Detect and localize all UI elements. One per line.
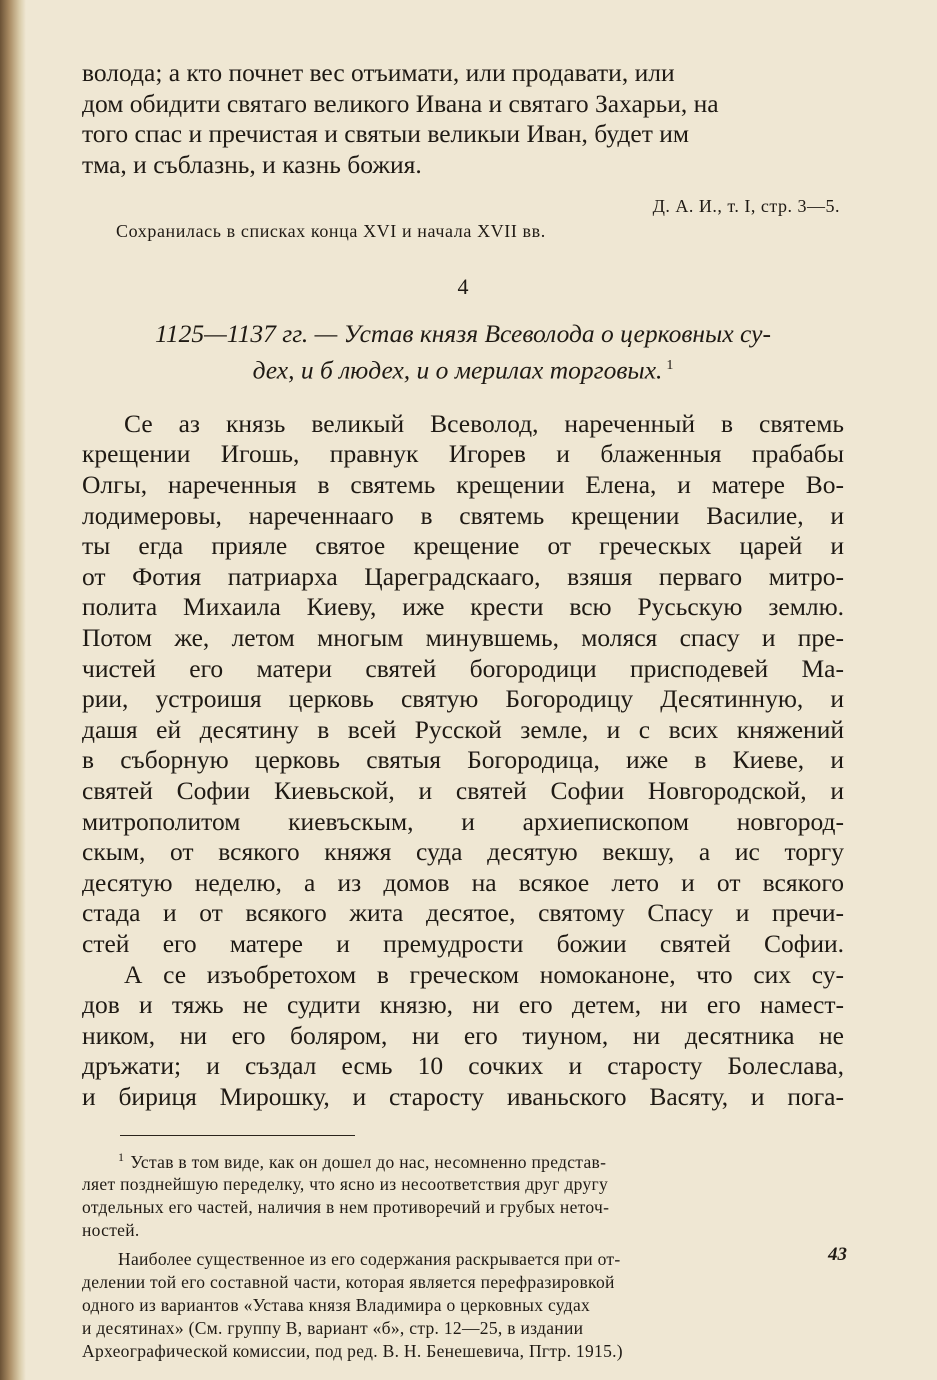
footnote-2: Наиболее существенное из его содержания раскрывается при от- делении той его составной части, которая является перефразировкой одного из вариантов «Устава князя Владимира о церковных судах и десятинах» (См. группу В, вариант «б», стр. 12—25, в издании Археографической комиссии, под ред. В. Н. Бенешевича, Пгтр. 1915.) [82,1249,623,1362]
document-page [82,58,844,1363]
section-title-text: 1125—1137 гг. — Устав князя Всеволода о церковных су- дех, и б людех, и о мерилах торговых. [155,319,771,385]
preservation-note: Сохранилась в списках конца XVI и начала XVII вв. [116,221,546,242]
book-spine-shadow [0,0,26,1380]
page-number: 43 [828,1244,847,1265]
body-paragraph-1: Се аз князь великый Всеволод, нареченный в святемь крещении Игошь, правнук Игорев и блаженныя прабабы Олгы, нареченныя в святемь крещении Елена, и матере Во- лодимеровы, нареченнааго в святемь крещении Василие, и ты егда приялe святое крещение от греческых царей и от Фотия патриарха Цареградскааго, взяшя перваго митро- полита Михаила Киеву, иже крести всю Русьскую землю. Потом же, летом многым минувшемь, моляся спасу и пре- чистей его матери святей богородици присподевей Ма- рии, устроишя церковь святую Богородицу Десятинную, и дашя ей десятину в всей Русской земле, и с всих княжений в съборную церковь святыя Богородица, иже в Киеве, и святей Софии Киевьской, и святей Софии Новгородской, и митрополитом киевъскым, и архиепископом новгород- скым, от всякого княжя суда десятую векшу, а ис торгу десятую неделю, а из домов на всякое лето и от всякого стада и от всякого жита десятое, святому Спасу и пречи- стей его матере и премудрости божии святей Софии. [82,408,844,958]
top-paragraph: волода; а кто почнет вес отъимати, или продавати, или дом обидити святаго великого Ивана и святаго Захарьи, на того спас и пречистая и святыи великыи Иван, будет им тма, и съблазнь, и казнь божия. [82,58,719,179]
source-reference: Д. А. И., т. I, стр. 3—5. [652,196,840,217]
footnote-1-marker: 1 [118,1149,125,1164]
footnote-marker: 1 [666,358,674,374]
footnote-divider [120,1135,355,1136]
footnote-1-text: Устав в том виде, как он дошел до нас, несомненно представ- ляет позднейшую переделку, что ясно из несоответствия друг другу отдельных его частей, наличия в нем противоречий и грубых неточ- ностей. [82,1151,610,1241]
body-paragraph-2: А се изъобретохом в греческом номоканоне, что сих су- дов и тяжь не судити князю, ни его детем, ни его намест- ником, ни его боляром, ни его тиуном, ни десятника не дръжати; и създал есмь 10 сочких и старосту Болеслава, и бириця Мирошку, и старосту иваньского Васяту, и пога- [82,959,844,1111]
section-number: 4 [457,274,469,300]
footnote-1 [82,1146,844,1243]
section-title [82,318,844,387]
